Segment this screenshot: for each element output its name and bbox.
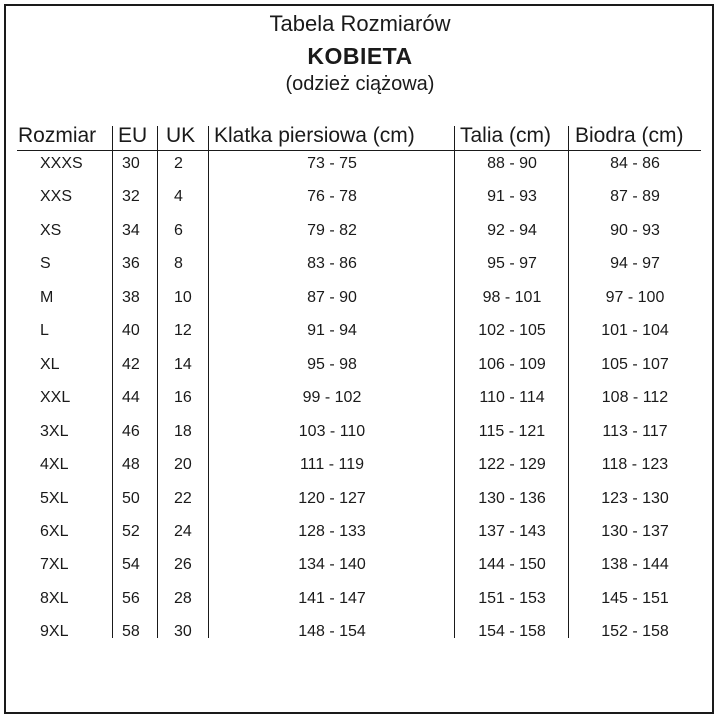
hip-cell: 84 - 86	[610, 155, 660, 172]
waist-cell: 130 - 136	[478, 490, 546, 507]
hip-cell: 113 - 117	[602, 423, 668, 440]
hip-cell: 145 - 151	[601, 590, 669, 607]
waist-cell: 110 - 114	[479, 389, 545, 406]
waist-cell: 122 - 129	[478, 456, 546, 473]
size-cell: XXXS	[40, 155, 83, 172]
chest-cell: 128 - 133	[298, 523, 366, 540]
header-hip: Biodra (cm)	[575, 124, 684, 147]
eu-cell: 52	[122, 523, 140, 540]
uk-cell: 10	[174, 289, 192, 306]
header-chest: Klatka piersiowa (cm)	[214, 124, 415, 147]
size-cell: L	[40, 322, 49, 339]
chest-cell: 103 - 110	[298, 423, 366, 440]
hip-cell: 94 - 97	[610, 255, 660, 272]
eu-cell: 48	[122, 456, 140, 473]
waist-cell: 102 - 105	[478, 322, 546, 339]
chest-cell: 73 - 75	[307, 155, 357, 172]
eu-cell: 30	[122, 155, 140, 172]
chest-cell: 76 - 78	[307, 188, 357, 205]
uk-cell: 22	[174, 490, 192, 507]
waist-cell: 144 - 150	[478, 556, 546, 573]
column-divider	[454, 126, 455, 638]
size-cell: XS	[40, 222, 62, 239]
category-subtitle: (odzież ciążowa)	[285, 73, 435, 95]
size-cell: 3XL	[40, 423, 69, 440]
hip-cell: 152 - 158	[601, 623, 669, 640]
uk-cell: 16	[174, 389, 192, 406]
header-uk: UK	[166, 124, 196, 147]
header-waist: Talia (cm)	[460, 124, 552, 147]
header-eu: EU	[118, 124, 148, 147]
size-cell: 4XL	[40, 456, 69, 473]
size-cell: 5XL	[40, 490, 69, 507]
size-cell: XXL	[40, 389, 71, 406]
waist-cell: 154 - 158	[478, 623, 546, 640]
header-size: Rozmiar	[18, 124, 97, 147]
chest-cell: 120 - 127	[298, 490, 366, 507]
chest-cell: 95 - 98	[307, 356, 357, 373]
size-cell: 7XL	[40, 556, 69, 573]
size-cell: XXS	[40, 188, 73, 205]
chest-cell: 99 - 102	[302, 389, 362, 406]
uk-cell: 8	[174, 255, 183, 272]
hip-cell: 97 - 100	[605, 289, 665, 306]
eu-cell: 44	[122, 389, 140, 406]
waist-cell: 151 - 153	[478, 590, 546, 607]
column-divider	[568, 126, 569, 638]
uk-cell: 20	[174, 456, 192, 473]
chest-cell: 111 - 119	[299, 456, 365, 473]
waist-cell: 88 - 90	[487, 155, 537, 172]
hip-cell: 108 - 112	[601, 389, 669, 406]
category-title: KOBIETA	[307, 43, 413, 69]
waist-cell: 106 - 109	[478, 356, 546, 373]
uk-cell: 14	[174, 356, 192, 373]
waist-cell: 91 - 93	[487, 188, 537, 205]
uk-cell: 30	[174, 623, 192, 640]
size-cell: 9XL	[40, 623, 69, 640]
waist-cell: 115 - 121	[478, 423, 546, 440]
page-title: Tabela Rozmiarów	[269, 11, 451, 36]
size-cell: 6XL	[40, 523, 69, 540]
uk-cell: 2	[174, 155, 183, 172]
hip-cell: 90 - 93	[610, 222, 660, 239]
column-divider	[157, 126, 158, 638]
hip-cell: 123 - 130	[601, 490, 669, 507]
eu-cell: 58	[122, 623, 140, 640]
chest-cell: 79 - 82	[307, 222, 357, 239]
eu-cell: 50	[122, 490, 140, 507]
chest-cell: 87 - 90	[307, 289, 357, 306]
uk-cell: 26	[174, 556, 192, 573]
chest-cell: 91 - 94	[307, 322, 357, 339]
hip-cell: 118 - 123	[601, 456, 669, 473]
eu-cell: 34	[122, 222, 140, 239]
eu-cell: 40	[122, 322, 140, 339]
eu-cell: 36	[122, 255, 140, 272]
hip-cell: 101 - 104	[601, 322, 669, 339]
size-cell: S	[40, 255, 51, 272]
size-cell: M	[40, 289, 54, 306]
size-cell: 8XL	[40, 590, 69, 607]
chest-cell: 134 - 140	[298, 556, 366, 573]
chest-cell: 141 - 147	[298, 590, 366, 607]
eu-cell: 46	[122, 423, 140, 440]
chest-cell: 148 - 154	[298, 623, 366, 640]
size-cell: XL	[40, 356, 60, 373]
hip-cell: 138 - 144	[601, 556, 669, 573]
uk-cell: 18	[174, 423, 192, 440]
eu-cell: 56	[122, 590, 140, 607]
hip-cell: 87 - 89	[610, 188, 660, 205]
waist-cell: 92 - 94	[487, 222, 537, 239]
eu-cell: 32	[122, 188, 140, 205]
hip-cell: 105 - 107	[601, 356, 669, 373]
column-divider	[112, 126, 113, 638]
uk-cell: 28	[174, 590, 192, 607]
uk-cell: 4	[174, 188, 183, 205]
eu-cell: 42	[122, 356, 140, 373]
eu-cell: 54	[122, 556, 140, 573]
chest-cell: 83 - 86	[307, 255, 357, 272]
uk-cell: 6	[174, 222, 183, 239]
waist-cell: 137 - 143	[478, 523, 546, 540]
waist-cell: 98 - 101	[482, 289, 542, 306]
column-divider	[208, 126, 209, 638]
eu-cell: 38	[122, 289, 140, 306]
hip-cell: 130 - 137	[601, 523, 669, 540]
uk-cell: 24	[174, 523, 192, 540]
header-divider	[17, 150, 701, 151]
waist-cell: 95 - 97	[487, 255, 537, 272]
uk-cell: 12	[174, 322, 192, 339]
